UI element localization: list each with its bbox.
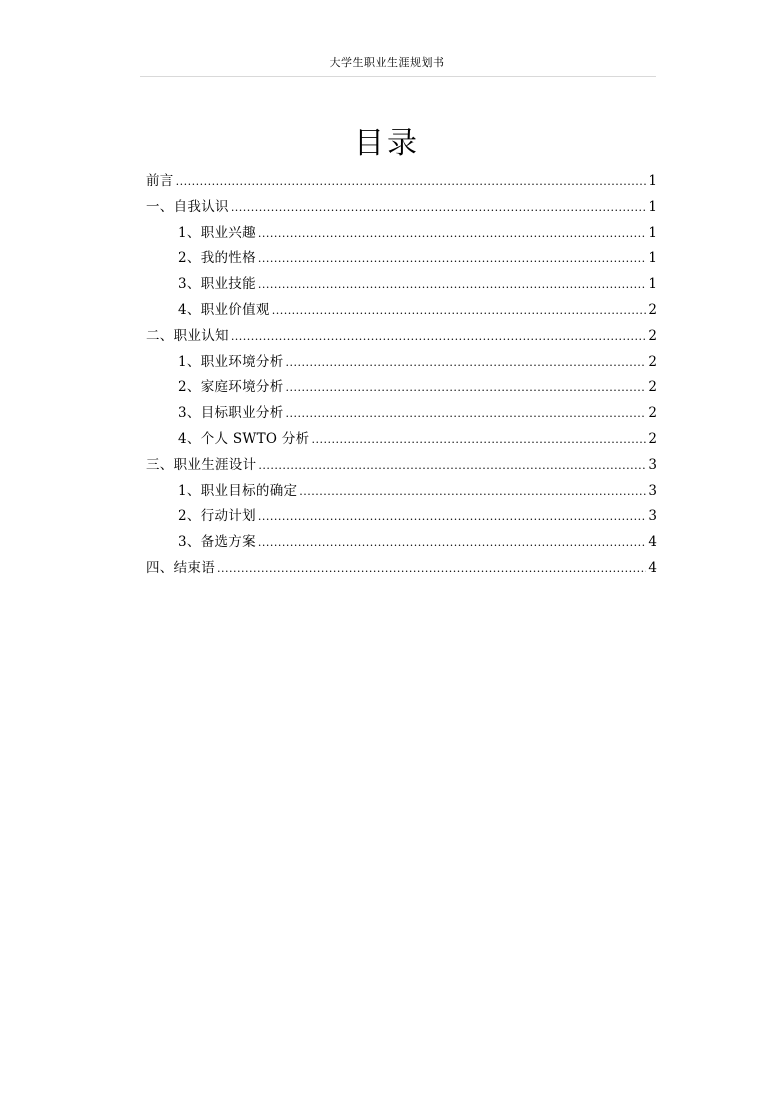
toc-entry-label: 二、职业认知 [146, 327, 229, 344]
toc-entry-page: 2 [648, 405, 657, 422]
toc-entry-label: 一、自我认识 [146, 198, 229, 215]
toc-entry-target-career[interactable] [146, 401, 657, 427]
toc-leader-dots [258, 221, 647, 247]
toc-entry-career-environment[interactable] [146, 350, 657, 376]
toc-entry-page: 4 [648, 559, 657, 576]
toc-entry-label: 4、职业价值观 [178, 301, 270, 318]
header-divider [140, 76, 656, 77]
toc-entry-page: 2 [648, 430, 657, 447]
toc-entry-career-values[interactable] [146, 298, 657, 324]
toc-leader-dots [258, 246, 647, 272]
toc-entry-career-skills[interactable] [146, 272, 657, 298]
toc-title: 目录 [354, 126, 420, 161]
toc-entry-action-plan[interactable] [146, 504, 657, 530]
toc-entry-label: 4、个人 SWTO 分析 [178, 430, 310, 447]
toc-entry-label: 2、我的性格 [178, 250, 256, 267]
toc-entry-family-environment[interactable] [146, 375, 657, 401]
toc-entry-label: 1、职业目标的确定 [178, 482, 298, 499]
toc-entry-preface[interactable] [146, 169, 657, 195]
toc-entry-label: 1、职业兴趣 [178, 224, 256, 241]
toc-leader-dots [311, 427, 646, 453]
toc-leader-dots [286, 375, 647, 401]
toc-entry-page: 1 [648, 224, 657, 241]
toc-leader-dots [217, 556, 646, 582]
toc-entry-page: 3 [648, 482, 657, 499]
toc-entry-label: 四、结束语 [146, 559, 215, 576]
toc-entry-label: 2、行动计划 [178, 508, 256, 525]
toc-entry-page: 1 [648, 173, 657, 189]
toc-entry-label: 三、职业生涯设计 [146, 456, 257, 473]
toc-entry-page: 2 [648, 353, 657, 370]
toc-leader-dots [231, 324, 647, 350]
toc-leader-dots [286, 401, 647, 427]
toc-entry-personality[interactable] [146, 246, 657, 272]
toc-entry-page: 3 [648, 508, 657, 525]
toc-leader-dots [286, 350, 647, 376]
toc-entry-label: 3、职业技能 [178, 276, 256, 293]
toc-entry-page: 2 [648, 379, 657, 396]
running-header: 大学生职业生涯规划书 [329, 56, 445, 69]
toc-leader-dots [258, 453, 646, 479]
toc-entry-backup-plan[interactable] [146, 530, 657, 556]
toc-entry-label: 1、职业环境分析 [178, 353, 284, 370]
toc-leader-dots [258, 504, 647, 530]
toc-leader-dots [258, 530, 647, 556]
toc-entry-page: 2 [648, 301, 657, 318]
toc-entry-page: 1 [648, 198, 657, 215]
toc-leader-dots [176, 169, 647, 195]
toc-entry-page: 1 [648, 276, 657, 293]
toc-entry-page: 1 [648, 250, 657, 267]
toc-entry-career-cognition[interactable] [146, 324, 657, 350]
toc-entry-label: 前言 [146, 173, 174, 189]
toc-entry-swot[interactable] [146, 427, 657, 453]
toc-leader-dots [231, 195, 647, 221]
toc-entry-page: 3 [648, 456, 657, 473]
toc-leader-dots [299, 479, 646, 505]
toc-entry-career-goal[interactable] [146, 479, 657, 505]
toc-entry-career-interest[interactable] [146, 221, 657, 247]
toc-entry-page: 4 [648, 534, 657, 551]
toc-entry-label: 3、备选方案 [178, 534, 256, 551]
toc-entry-page: 2 [648, 327, 657, 344]
toc-list [146, 169, 657, 582]
toc-leader-dots [272, 298, 647, 324]
toc-entry-label: 3、目标职业分析 [178, 405, 284, 422]
toc-leader-dots [258, 272, 647, 298]
toc-entry-career-design[interactable] [146, 453, 657, 479]
toc-entry-self-knowledge[interactable] [146, 195, 657, 221]
toc-entry-conclusion[interactable] [146, 556, 657, 582]
toc-entry-label: 2、家庭环境分析 [178, 379, 284, 396]
